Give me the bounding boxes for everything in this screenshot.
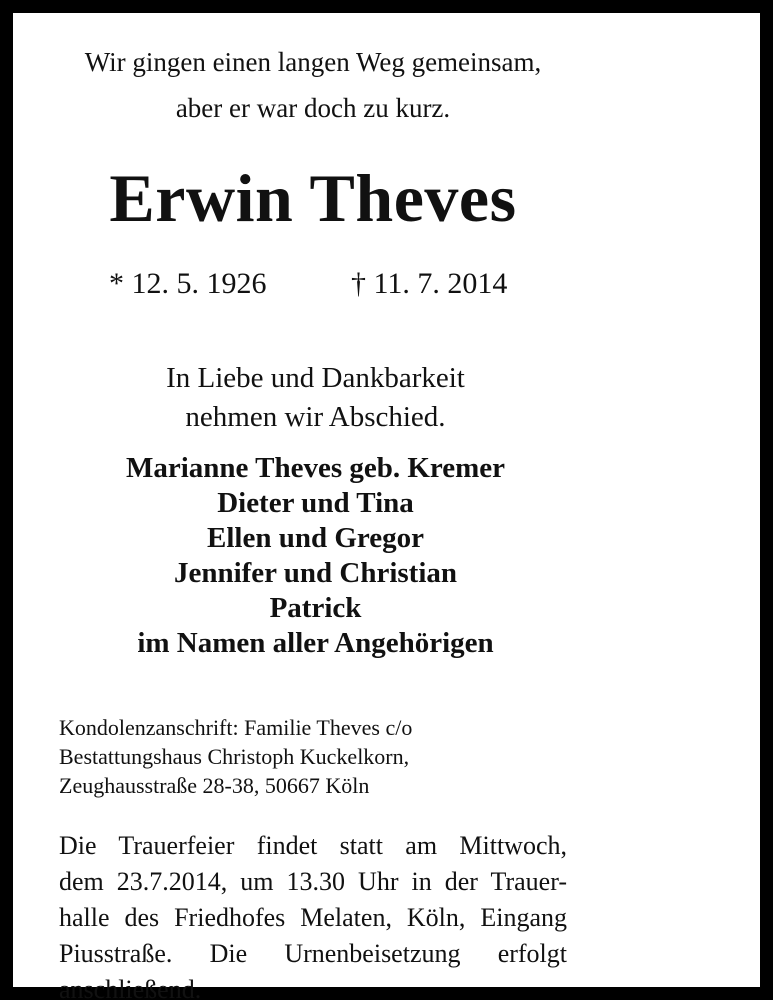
mourner-name: Patrick	[269, 592, 362, 624]
mourner-closing: im Namen aller Angehörigen	[137, 627, 494, 659]
deceased-name: Erwin Theves	[109, 160, 517, 236]
ceremony-info	[59, 828, 567, 1008]
mourner-name: Marianne Theves geb. Kremer	[125, 452, 506, 484]
motto-line-1: Wir gingen einen langen Weg gemeinsam,	[84, 47, 542, 77]
ceremony-line: Die Trauerfeier findet statt am Mittwoch,	[59, 831, 567, 860]
ceremony-line: halle des Friedhofes Melaten, Köln, Eingang	[59, 903, 567, 932]
ceremony-line: Piusstraße. Die Urnenbeisetzung erfolgt	[59, 939, 567, 968]
mourner-name: Dieter und Tina	[217, 487, 414, 519]
condolence-line: Bestattungshaus Christoph Kuckelkorn,	[59, 744, 410, 769]
farewell-line-1: In Liebe und Dankbarkeit	[166, 362, 465, 394]
death-date: † 11. 7. 2014	[351, 267, 508, 300]
motto-line-2: aber er war doch zu kurz.	[175, 93, 451, 123]
ceremony-line: dem 23.7.2014, um 13.30 Uhr in der Trauer-	[59, 867, 567, 896]
farewell-line-2: nehmen wir Abschied.	[185, 401, 446, 433]
condolence-address	[59, 713, 579, 800]
condolence-line: Zeughausstraße 28-38, 50667 Köln	[59, 773, 370, 798]
mourner-name: Ellen und Gregor	[207, 522, 424, 554]
mourner-name: Jennifer und Christian	[173, 557, 458, 589]
ceremony-line: anschließend.	[59, 975, 202, 1004]
condolence-line: Kondolenzanschrift: Familie Theves c/o	[59, 715, 413, 740]
birth-date: * 12. 5. 1926	[109, 267, 267, 300]
mourners-list	[13, 451, 618, 661]
